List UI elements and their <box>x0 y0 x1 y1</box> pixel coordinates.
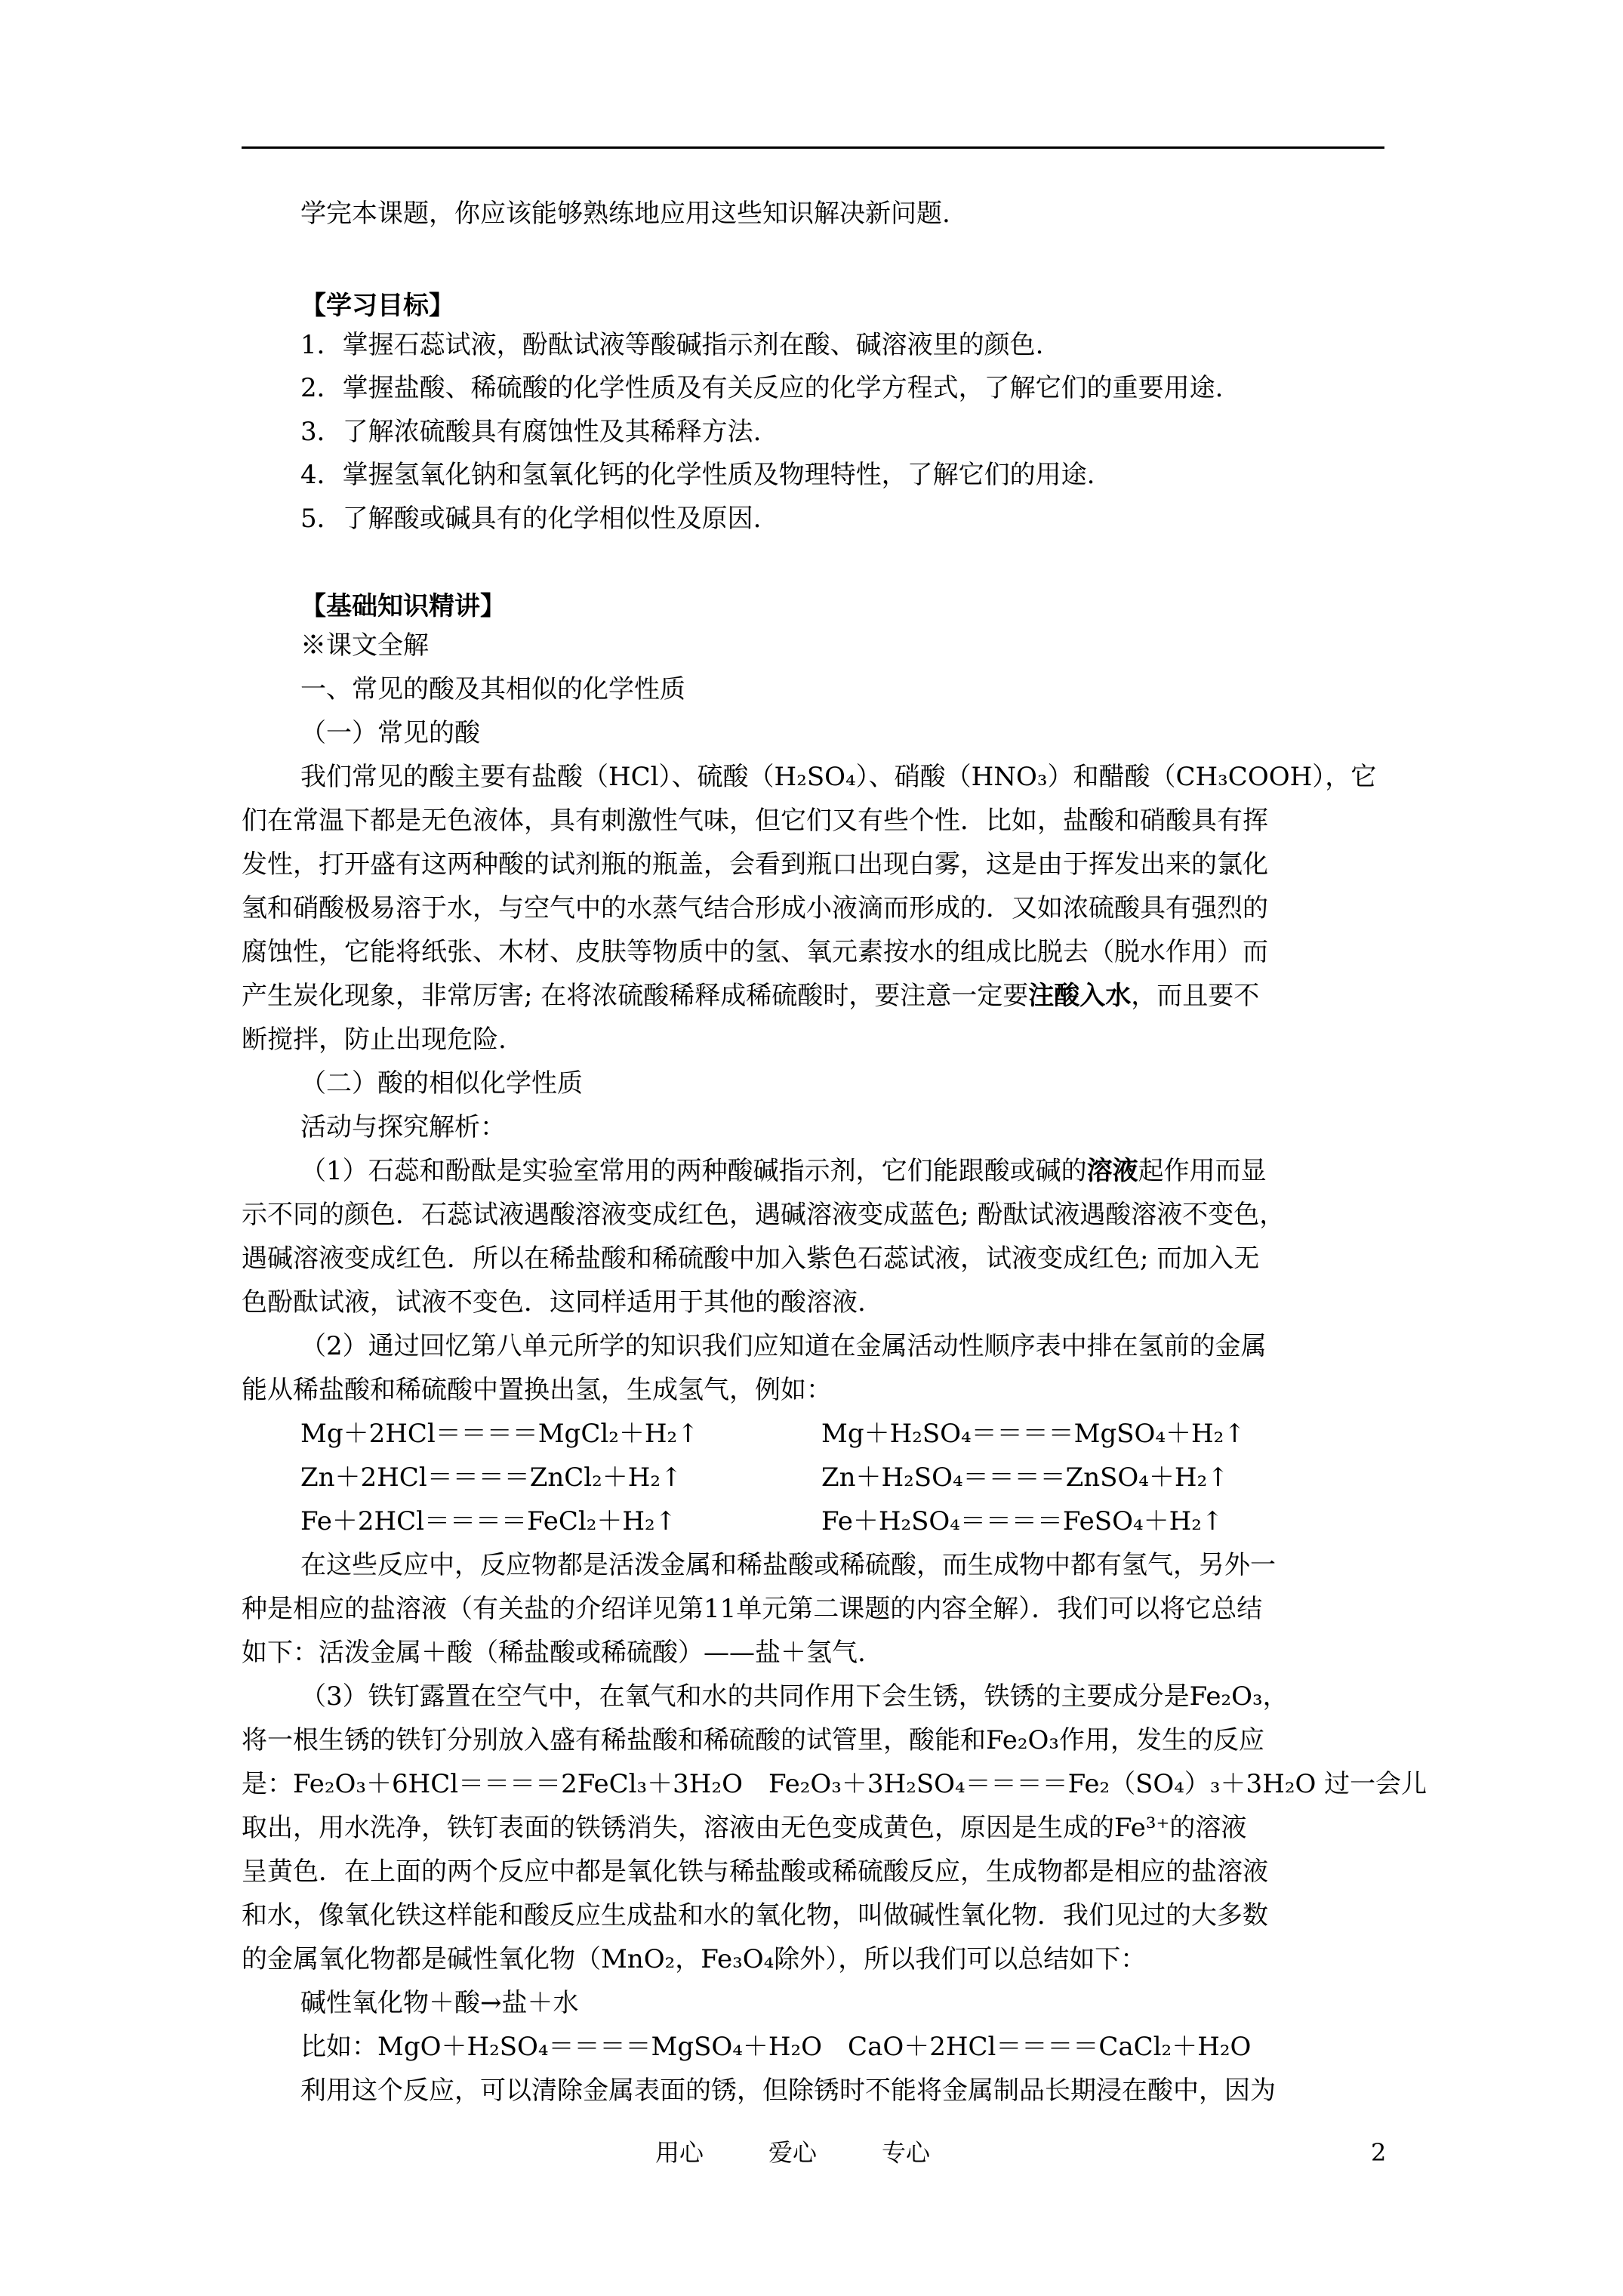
paragraph-line: 能从稀盐酸和稀硫酸中置换出氢，生成氢气，例如： <box>242 1375 832 1405</box>
equation-right: Mg＋H₂SO₄＝＝＝＝MgSO₄＋H₂↑ <box>821 1419 1246 1449</box>
paragraph-line: 呈黄色．在上面的两个反应中都是氧化铁与稀盐酸或稀硫酸反应，生成物都是相应的盐溶液 <box>242 1857 1268 1887</box>
equation-right: Zn＋H₂SO₄＝＝＝＝ZnSO₄＋H₂↑ <box>821 1462 1229 1493</box>
paragraph-line: 如下：活泼金属＋酸（稀盐酸或稀硫酸）——盐＋氢气. <box>242 1638 866 1668</box>
paragraph-line: （3）铁钉露置在空气中，在氧气和水的共同作用下会生锈，铁锈的主要成分是Fe₂O₃， <box>300 1681 1289 1712</box>
section-subtitle: （二）酸的相似化学性质 <box>300 1068 583 1099</box>
intro-line: 学完本课题，你应该能够熟练地应用这些知识解决新问题. <box>300 199 950 229</box>
paragraph-line: 示不同的颜色．石蕊试液遇酸溶液变成红色，遇碱溶液变成蓝色; 酚酞试液遇酸溶液不变色， <box>242 1200 1286 1230</box>
paragraph-line: 利用这个反应，可以清除金属表面的锈，但除锈时不能将金属制品长期浸在酸中，因为 <box>300 2076 1276 2106</box>
equation-left: Zn＋2HCl＝＝＝＝ZnCl₂＋H₂↑ <box>300 1462 682 1493</box>
emphasis-text: 注酸入水 <box>1028 981 1132 1011</box>
paragraph-line: 们在常温下都是无色液体，具有刺激性气味，但它们又有些个性．比如，盐酸和硝酸具有挥 <box>242 806 1268 836</box>
goal-item: 2．掌握盐酸、稀硫酸的化学性质及有关反应的化学方程式，了解它们的重要用途. <box>300 373 1224 403</box>
paragraph-line: 种是相应的盐溶液（有关盐的介绍详见第11单元第二课题的内容全解）．我们可以将它总结 <box>242 1594 1263 1624</box>
paragraph-line: 色酚酞试液，试液不变色．这同样适用于其他的酸溶液. <box>242 1287 866 1318</box>
paragraph-line: 取出，用水洗净，铁钉表面的铁锈消失，溶液由无色变成黄色，原因是生成的Fe³⁺的溶液 <box>242 1813 1247 1843</box>
paragraph-line: 在这些反应中，反应物都是活泼金属和稀盐酸或稀硫酸，而生成物中都有氢气，另外一 <box>300 1550 1276 1580</box>
paragraph-line: 我们常见的酸主要有盐酸（HCl）、硫酸（H₂SO₄）、硝酸（HNO₃）和醋酸（CH₃COOH），它 <box>300 762 1377 792</box>
section-subtitle: （一）常见的酸 <box>300 718 480 748</box>
paragraph-line: （2）通过回忆第八单元所学的知识我们应知道在金属活动性顺序表中排在氢前的金属 <box>300 1331 1267 1361</box>
equation-left: Mg＋2HCl＝＝＝＝MgCl₂＋H₂↑ <box>300 1419 699 1449</box>
equation-left: Fe＋2HCl＝＝＝＝FeCl₂＋H₂↑ <box>300 1506 677 1536</box>
paragraph-line: 是：Fe₂O₃＋6HCl＝＝＝＝2FeCl₃＋3H₂O Fe₂O₃＋3H₂SO₄＝＝＝＝Fe₂（SO₄）₃＋3H₂O 过一会儿 <box>242 1769 1427 1799</box>
goal-item: 1．掌握石蕊试液，酚酞试液等酸碱指示剂在酸、碱溶液里的颜色. <box>300 330 1044 360</box>
paragraph-line: 发性，打开盛有这两种酸的试剂瓶的瓶盖，会看到瓶口出现白雾，这是由于挥发出来的氯化 <box>242 849 1268 880</box>
footer-item: 用心 <box>655 2138 704 2167</box>
paragraph-line: 氢和硝酸极易溶于水，与空气中的水蒸气结合形成小液滴而形成的．又如浓硫酸具有强烈的 <box>242 893 1268 923</box>
paragraph-line: 的金属氧化物都是碱性氧化物（MnO₂，Fe₃O₄除外），所以我们可以总结如下： <box>242 1944 1147 1974</box>
paragraph-text: 产生炭化现象，非常厉害; 在将浓硫酸稀释成稀硫酸时，要注意一定要 <box>242 981 1029 1011</box>
goal-item: 3．了解浓硫酸具有腐蚀性及其稀释方法. <box>300 417 762 447</box>
paragraph-line <box>300 1152 1267 1190</box>
paragraph-text: ，而且要不 <box>1131 981 1260 1011</box>
goal-item: 4．掌握氢氧化钠和氢氧化钙的化学性质及物理特性，了解它们的用途. <box>300 460 1095 490</box>
paragraph-line: 腐蚀性，它能将纸张、木材、皮肤等物质中的氢、氧元素按水的组成比脱去（脱水作用）而 <box>242 937 1268 967</box>
goal-item: 5．了解酸或碱具有的化学相似性及原因. <box>300 504 762 534</box>
paragraph-text: （1）石蕊和酚酞是实验室常用的两种酸碱指示剂，它们能跟酸或碱的 <box>300 1156 1087 1186</box>
page-number: 2 <box>1371 2138 1387 2167</box>
footer-item: 专心 <box>882 2138 931 2167</box>
paragraph-line: 将一根生锈的铁钉分别放入盛有稀盐酸和稀硫酸的试管里，酸能和Fe₂O₃作用，发生的反应 <box>242 1725 1264 1755</box>
goals-heading: 【学习目标】 <box>300 291 454 321</box>
equation-right: Fe＋H₂SO₄＝＝＝＝FeSO₄＋H₂↑ <box>821 1506 1224 1536</box>
footer-item: 爱心 <box>768 2138 818 2167</box>
emphasis-text: 溶液 <box>1086 1156 1138 1186</box>
paragraph-line: 遇碱溶液变成红色．所以在稀盐酸和稀硫酸中加入紫色石蕊试液，试液变成红色; 而加入无 <box>242 1244 1260 1274</box>
section-title: 一、常见的酸及其相似的化学性质 <box>300 674 685 704</box>
summary-line: 碱性氧化物＋酸→盐＋水 <box>300 1988 579 2018</box>
basics-heading: 【基础知识精讲】 <box>300 591 506 621</box>
example-line: 比如：MgO＋H₂SO₄＝＝＝＝MgSO₄＋H₂O CaO＋2HCl＝＝＝＝CaCl₂＋H₂O <box>300 2032 1252 2062</box>
activity-label: 活动与探究解析： <box>300 1112 506 1142</box>
paragraph-line <box>242 977 1259 1015</box>
subheading: ※课文全解 <box>300 630 429 661</box>
header-rule <box>242 146 1384 149</box>
paragraph-line: 和水，像氧化铁这样能和酸反应生成盐和水的氧化物，叫做碱性氧化物．我们见过的大多数 <box>242 1900 1268 1931</box>
paragraph-line: 断搅拌，防止出现危险. <box>242 1025 507 1055</box>
paragraph-text: 起作用而显 <box>1138 1156 1267 1186</box>
